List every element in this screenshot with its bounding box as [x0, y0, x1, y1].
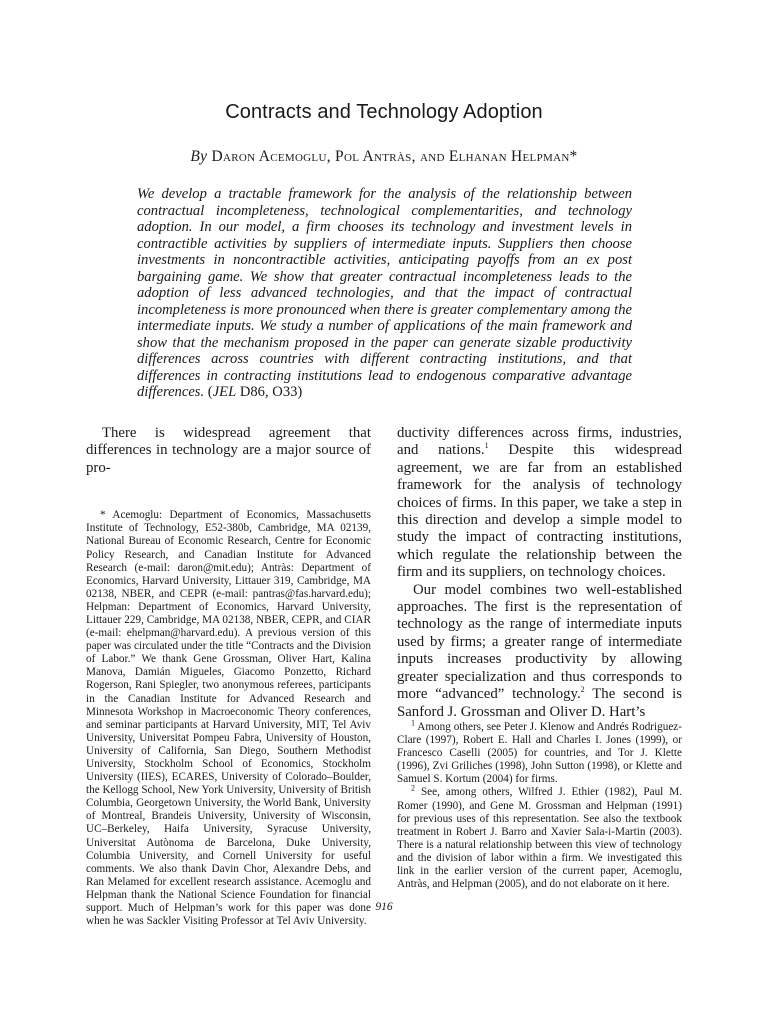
jel-code-list: D86, O33 [239, 384, 298, 400]
footnote-ref-1: 1 [484, 441, 489, 451]
footnote-2-text: See, among others, Wilfred J. Ethier (1982), Paul M. Romer (1990), and Gene M. Grossman and Helpman (1991) for previous uses of this representation. See also the textbook treatment in Robert J. Barro and Xavier Sala-i-Martin (2003). There is a natural relationship between this view of technology and the division of labor within a firm. We investigated this link in the earlier version of the current paper, Acemoglu, Antràs, and Helpman (2005), and do not elaborate on it here. [397, 786, 682, 891]
footnote-1-number: 1 [411, 718, 415, 728]
page-number: 916 [375, 901, 393, 913]
footnote-1 [397, 718, 682, 786]
byline-by: By [190, 148, 208, 165]
byline-authors: Daron Acemoglu, Pol Antràs, and Elhanan Helpman* [211, 148, 578, 165]
right-footnotes [397, 718, 682, 891]
byline [0, 148, 768, 166]
footnote-1-text: Among others, see Peter J. Klenow and Andrés Rodriguez-Clare (1997), Robert E. Hall and Charles I. Jones (1999), or Francesco Caselli (2005) for countries, and Tor J. Klette (1996), Zvi Griliches (1998), John Sutton (1998), or Klette and Samuel S. Kortum (2004) for firms. [397, 721, 682, 786]
right-paragraph-1-text-b: Despite this widespread agreement, we are far from an established framework for the analysis of technology choices of firms. In this paper, we take a step in this direction and develop a simple model to study the impact of contracting institutions, which regulate the relationship between the firm and its suppliers, on technology choices. [397, 442, 682, 581]
right-paragraph-2-text-b: The second is Sanford J. Grossman and Oliver D. Hart’s [397, 686, 682, 720]
footnote-2-number: 2 [411, 783, 415, 793]
right-paragraph-1-text-a: ductivity differences across firms, industries, and nations. [397, 425, 682, 459]
left-paragraph-1: There is widespread agreement that differences in technology are a major source of pro- [86, 425, 371, 476]
right-column [397, 425, 682, 891]
footnote-2 [397, 783, 682, 891]
abstract-text: We develop a tractable framework for the analysis of the relationship between contractual incompleteness, technological complementarities, and technology adoption. In our model, a firm chooses its technology and investment levels in contractible activities by suppliers of intermediate inputs. Suppliers then choose investments in noncontractible activities, anticipating payoffs from an ex post bargaining game. We show that greater contractual incompleteness leads to the adoption of less advanced technologies, and that the impact of contractual incompleteness is more pronounced when there is greater complementary among the intermediate inputs. We study a number of applications of the main framework and show that the mechanism proposed in the paper can generate sizable productivity differences across countries with different contracting institutions, and that differences in contracting institutions lead to endogenous comparative advantage differences. [137, 186, 632, 400]
abstract [137, 186, 632, 401]
paper-title: Contracts and Technology Adoption [225, 101, 543, 123]
right-paragraph-1 [397, 425, 682, 582]
footnote-ref-2: 2 [580, 685, 585, 695]
right-paragraph-2-text-a: Our model combines two well-established approaches. The first is the representation of technology as the range of intermediate inputs used by firms; a greater range of intermediate inputs increases productivity by allowing greater specialization and thus corresponds to more “advanced” technology. [397, 581, 682, 703]
left-column [86, 425, 371, 928]
jel-label: JEL [212, 384, 237, 400]
right-paragraph-2 [397, 582, 682, 721]
jel-codes: (JEL D86, O33) [207, 384, 303, 400]
footnote-author-affiliations: * Acemoglu: Department of Economics, Massachusetts Institute of Technology, E52-380b, Cambridge, MA 02139, National Bureau of Economic Research, Centre for Economic Policy Research, and Canadian Institute for Advanced Research (e-mail: daron@mit.edu); Antràs: Department of Economics, Harvard University, Littauer 319, Cambridge, MA 02138, NBER, and CEPR (e-mail: pantras@fas.harvard.edu); Helpman: Department of Economics, Harvard University, Littauer 229, Cambridge, MA 02138, NBER, CEPR, and CIAR (e-mail: ehelpman@harvard.edu). A previous version of this paper was circulated under the title “Contracts and the Division of Labor.” We thank Gene Grossman, Oliver Hart, Kalina Manova, Damián Migueles, Giacomo Ponzetto, Richard Rogerson, Rani Spiegler, two anonymous referees, participants in the Canadian Institute for Advanced Research and Minnesota Workshop in Macroeconomic Theory conferences, and seminar participants at Harvard University, MIT, Tel Aviv University, Universitat Pompeu Fabra, University of Houston, University of California, San Diego, Southern Methodist University, Stockholm School of Economics, Stockholm University (IIES), ECARES, University of Colorado–Boulder, the Kellogg School, New York University, University of British Columbia, Georgetown University, the World Bank, University of Montreal, Brandeis University, University of Wisconsin, UC–Berkeley, Haifa University, Syracuse University, Universitat Autònoma de Barcelona, Duke University, Columbia University, and Cornell University for useful comments. We also thank Davin Chor, Alexandre Debs, and Ran Melamed for excellent research assistance. Acemoglu and Helpman thank the National Science Foundation for financial support. Much of Helpman’s work for this paper was done when he was Sackler Visiting Professor at Tel Aviv University. [86, 509, 371, 928]
